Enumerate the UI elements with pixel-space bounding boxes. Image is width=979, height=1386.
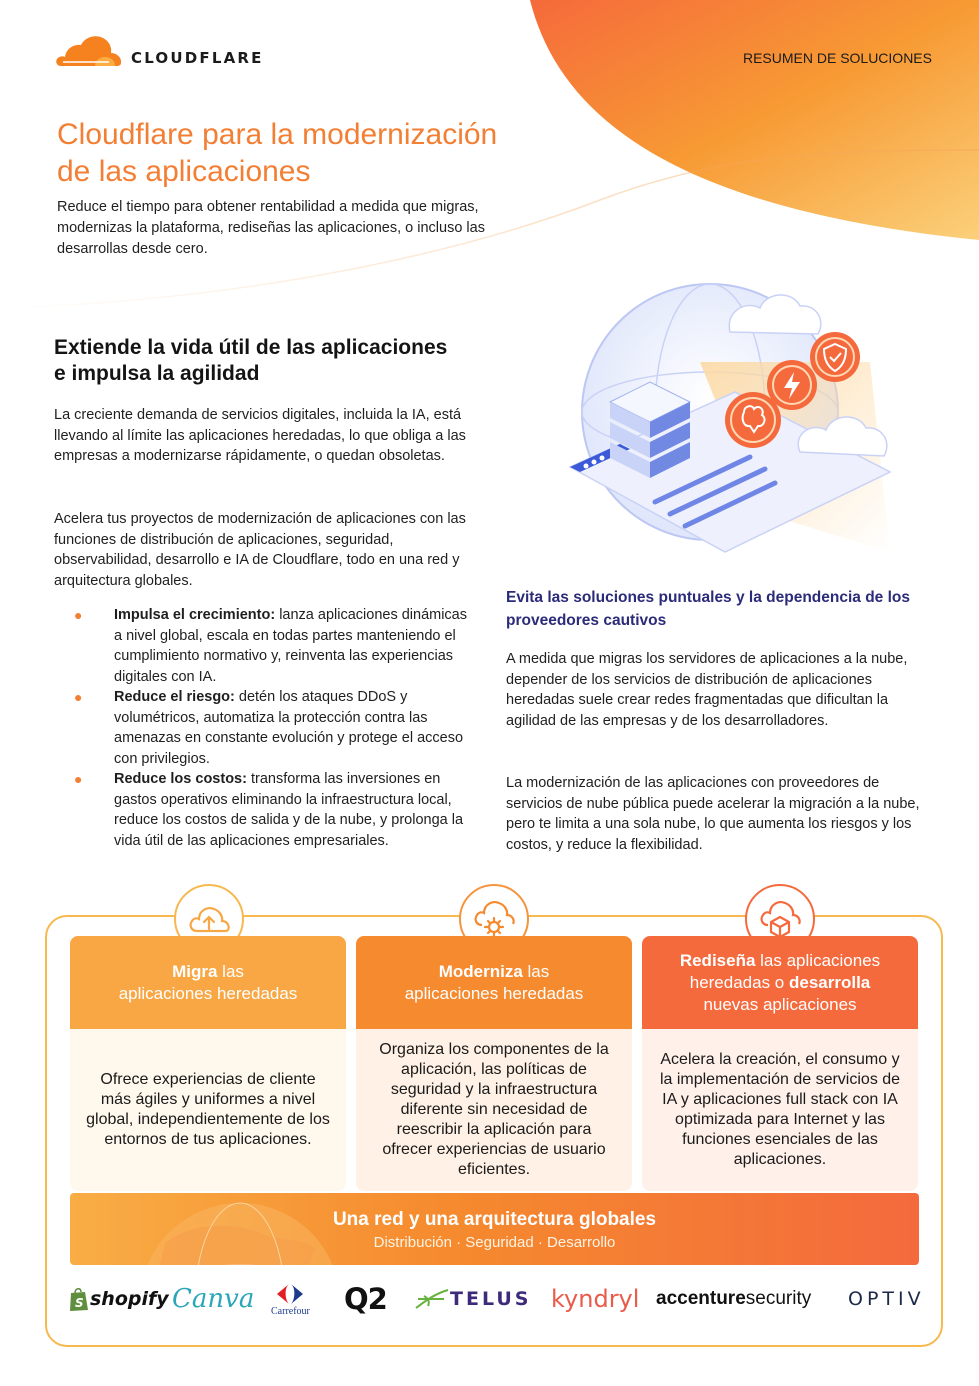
bullet-bold-text: Reduce los costos: [114,771,247,787]
bullet-dot-icon: ● [74,771,83,787]
optiv-logo: OPTIV [848,1288,925,1310]
svg-text:S: S [75,1296,84,1310]
cloudflare-logo[interactable] [55,32,264,68]
bullet-dot-icon: ● [74,607,83,623]
customer-logos [68,1274,928,1324]
section-heading-left-line-2: e impulsa la agilidad [54,362,260,385]
accenture-wordmark: accenture [656,1288,746,1309]
card-header-line-2: heredadas o [689,972,789,992]
brand-wordmark: CLOUDFLARE [131,49,264,67]
card-header-text: las [522,961,550,981]
bullet-bold-text: Reduce el riesgo: [114,689,235,705]
card-header-bold: Migra [172,961,218,981]
kyndryl-logo: kyndryl [551,1285,640,1313]
bullet-text: transforma las inversiones en gastos operativos eliminando la infraestructura local, reduce los costos de salida y de la nube, y prolonga la vida útil de las aplicaciones empresariales. [114,771,464,849]
shopify-bag-icon [68,1286,90,1312]
card-body: Organiza los componentes de la aplicación, las políticas de seguridad y la infraestructura diferente sin necesidad de reescribir la aplicación para ofrecer experiencias de usuario eficientes. [356,1029,632,1191]
q2-logo: Q2 [344,1282,387,1316]
bullet-text: lanza aplicaciones dinámicas a nivel global, escala en todas partes manteniendo el cumplimiento normativo y, reinventa las experiencias digitales con IA. [114,607,467,685]
card-body: Ofrece experiencias de cliente más ágiles y uniformes a nivel global, independientemente de los entornos de tus aplicaciones. [70,1029,346,1191]
bullet-text: detén los ataques DDoS y volumétricos, automatiza la protección contra las amenazas en constante evolución y protege el acceso con privilegios. [114,689,464,767]
canva-logo: Canva [172,1284,255,1314]
right-paragraph-1: A medida que migras los servidores de aplicaciones a la nube, depender de los servicios de distribución de aplicaciones heredadas suele crear redes fragmentadas que dificultan la agilidad de las empresas y de los desarrolladores. [506,651,908,730]
banner-subtitle: Distribución · Seguridad · Desarrollo [373,1234,616,1251]
cloudflare-cloud-icon [55,32,123,68]
card-header-bold: Rediseña [679,950,756,970]
section-heading-right [506,586,956,632]
shopify-wordmark: shopify [90,1288,169,1310]
card-header-bold: Moderniza [438,961,523,981]
list-item [74,605,474,687]
list-item [74,687,474,769]
card-header-line-2: aplicaciones heredadas [118,983,298,1003]
card-header-text: las [217,961,244,981]
card-header [356,936,632,1029]
bullet-bold-text: Impulsa el crecimiento: [114,607,276,623]
telus-wordmark: TELUS [450,1288,532,1310]
carrefour-logo [271,1274,310,1324]
bullet-dot-icon: ● [74,689,83,705]
telus-logo [414,1274,531,1324]
card-header [70,936,346,1029]
carrefour-wordmark: Carrefour [271,1305,310,1317]
shield-badge-icon [810,332,860,382]
list-item [74,769,474,851]
banner-title: Una red y una arquitectura globales [332,1209,657,1230]
card-header-bold-2: desarrolla [788,972,871,992]
left-paragraph-2: Acelera tus proyectos de modernización de aplicaciones con las funciones de distribución de aplicaciones, seguridad, observabilidad, desarrollo e IA de Cloudflare, todo en una red y arquitectura globales. [54,511,466,589]
page-title [57,116,577,190]
cloud-server-illustration [560,262,970,582]
section-heading-right-line-1: Evita las soluciones puntuales y la dependencia de los [506,589,910,606]
card-modernize [356,936,632,1191]
card-redesign [642,936,918,1191]
section-heading-left-line-1: Extiende la vida útil de las aplicaciones [54,336,448,359]
intro-paragraph: Reduce el tiempo para obtener rentabilidad a medida que migras, modernizas la plataforma, rediseñas las aplicaciones, o incluso las desarrollas desde cero. [57,199,485,257]
page-title-line-1: Cloudflare para la modernización [57,118,498,151]
section-heading-left [54,335,494,387]
carrefour-mark-icon [275,1282,305,1306]
page-title-line-2: de las aplicaciones [57,155,311,188]
accenture-security-logo [656,1274,811,1324]
global-network-banner [70,1193,919,1265]
card-header [642,936,918,1029]
card-migrate [70,936,346,1191]
right-paragraph-2: La modernización de las aplicaciones con proveedores de servicios de nube pública puede acelerar la migración a la nube, pero te limita a una sola nube, lo que aumenta los riesgos y los costos, y reduce la flexibilidad. [506,775,920,854]
bolt-badge-icon [767,360,817,410]
document-kicker: RESUMEN DE SOLUCIONES [742,50,932,66]
security-wordmark: security [745,1288,812,1309]
card-body: Acelera la creación, el consumo y la implementación de servicios de IA y aplicaciones full stack con IA optimizada para Internet y las funciones esenciales de las aplicaciones. [642,1029,918,1191]
left-paragraph-1: La creciente demanda de servicios digitales, incluida la IA, está llevando al límite las aplicaciones heredadas, lo que obliga a las empresas a modernizarse rápidamente, o quedan obsoletas. [54,407,466,464]
telus-leaf-icon [414,1288,450,1310]
card-header-line-3: nuevas aplicaciones [703,994,857,1014]
card-header-line-2: aplicaciones heredadas [404,983,584,1003]
benefits-list [74,605,474,851]
section-heading-right-line-2: proveedores cautivos [506,612,667,629]
card-header-text: las aplicaciones [755,950,881,970]
shopify-logo [68,1274,169,1324]
